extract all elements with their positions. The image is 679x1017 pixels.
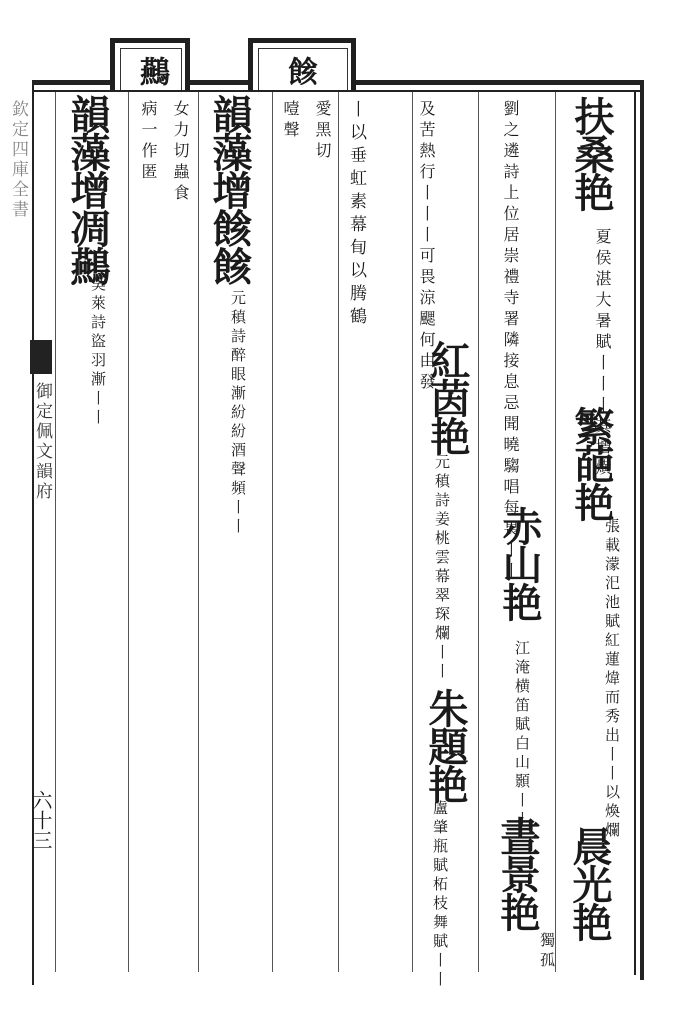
margin-fishtail bbox=[30, 340, 52, 374]
margin-head-text: 欽定四庫全書 bbox=[8, 100, 28, 220]
entry-text: 劉之遴詩上位居崇禮寺署隣接息忌聞曉騶唱每畏丨丨 bbox=[501, 100, 520, 583]
entry-text: 夏侯湛大暑賦丨丨丨其增熿 bbox=[593, 228, 612, 480]
entry-text: 江淹横笛賦白山顥丨丨 bbox=[513, 640, 531, 830]
tab-headword-1: 䴏 bbox=[134, 56, 169, 86]
entry-text: 獨孤 bbox=[538, 932, 556, 972]
entry-headword: 晝景艳 bbox=[494, 816, 541, 930]
entry-headword: 紅茵艳 bbox=[424, 340, 471, 454]
entry-text: 吳萊詩盜羽漸丨丨 bbox=[89, 276, 107, 428]
entry-headword: 晨光艳 bbox=[566, 826, 613, 940]
entry-text: 噎聲 bbox=[281, 100, 300, 142]
column-rule bbox=[128, 92, 129, 972]
column-rule bbox=[338, 92, 339, 972]
column-rule bbox=[55, 92, 56, 972]
entry-text: 元稹詩姜桃雲幕翠琛爛丨丨 bbox=[433, 454, 451, 682]
margin-book-title: 御定佩文韻府 bbox=[32, 382, 52, 502]
entry-text: 盧肇瓶賦柘枝舞賦丨丨 bbox=[431, 800, 449, 990]
column-rule bbox=[478, 92, 479, 972]
right-border bbox=[640, 80, 644, 980]
column-rule bbox=[555, 92, 556, 972]
entry-headword: 朱題艳 bbox=[422, 688, 469, 802]
column-rule bbox=[272, 92, 273, 972]
entry-headword: 繁葩艳 bbox=[568, 406, 615, 520]
page-number: 六十三 bbox=[29, 790, 53, 850]
entry-note: 女力切蟲食 bbox=[171, 100, 190, 205]
entry-text: 病一作匿 bbox=[139, 100, 158, 184]
entry-text: 元稹詩醉眼漸紛紛酒聲頻丨丨 bbox=[229, 290, 247, 537]
entry-text: 張載濛汜池賦紅蓮煒而秀出丨丨以煥爛 bbox=[603, 518, 621, 841]
entry-headword: 韻藻增餩餩 bbox=[206, 94, 253, 284]
column-rule bbox=[412, 92, 413, 972]
right-border-thin bbox=[634, 90, 636, 975]
entry-text: 丨以垂虹素幕䀏以腾鶴 bbox=[346, 100, 366, 330]
tab-headword-2: 餩 bbox=[282, 56, 317, 86]
entry-text: 及苦熱行丨丨丨可畏涼颸何由發 bbox=[417, 100, 436, 394]
column-rule bbox=[198, 92, 199, 972]
entry-note: 愛黑切 bbox=[313, 100, 332, 163]
entry-headword: 赤山艳 bbox=[496, 506, 543, 620]
entry-headword: 扶桑艳 bbox=[568, 96, 615, 210]
entry-headword: 韻藻增凋䴏 bbox=[64, 94, 111, 284]
